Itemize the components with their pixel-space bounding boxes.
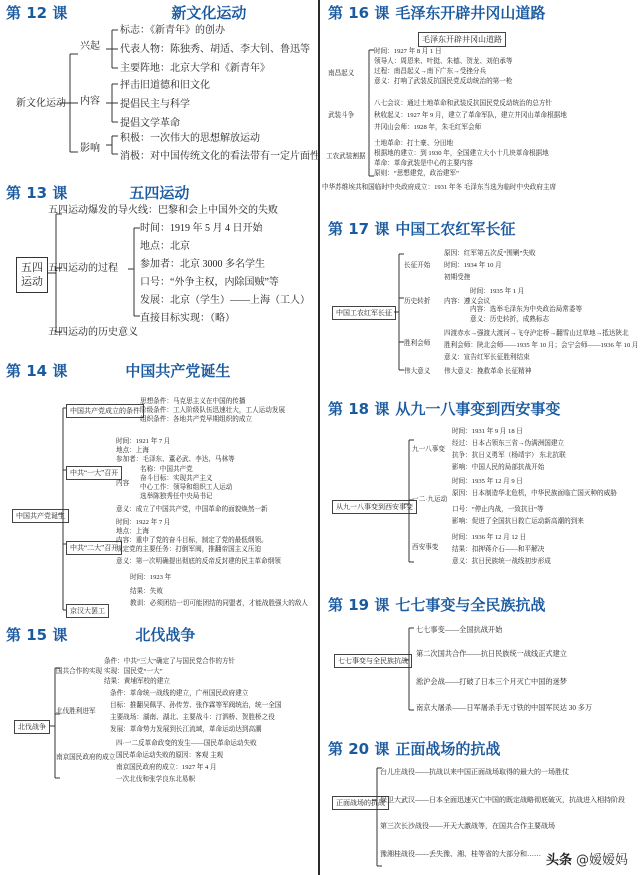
lesson-name: 从九一八事变到西安事变 (395, 400, 561, 418)
leaf-text: 教训：必须团结一切可能团结的同盟者，才能战胜强大的敌人 (130, 600, 309, 607)
category-label: 历史转折 (404, 298, 431, 305)
mindmap-root: 正面战场的抗战 (332, 796, 389, 810)
lesson-18-title (328, 398, 560, 419)
lesson-number: 第 17 课 (328, 220, 390, 238)
branch-label: 兴起 (80, 41, 100, 52)
leaf-text: 保卫大武汉——日本全面迅速灭亡中国的既定战略彻底破灭，抗战进入相持阶段 (380, 796, 625, 804)
leaf-text: 思想条件：马克思主义在中国的传播 (140, 398, 246, 405)
category-box: 京汉大罢工 (66, 604, 109, 618)
category-label: 北伐胜利进军 (56, 708, 96, 715)
lesson-20-title (328, 738, 500, 759)
leaf-text: 淞沪会战——打破了日本三个月灭亡中国的迷梦 (416, 678, 567, 686)
category-label: 九一八事变 (412, 446, 445, 453)
mindmap-bracket (404, 624, 414, 714)
mindmap-root: 新文化运动 (16, 98, 66, 109)
leaf-text: 领导人：周恩来、叶挺、朱德、贺龙、刘伯承等 (374, 58, 513, 65)
leaf-text: 时间：1921 年 7 月 (116, 438, 171, 445)
leaf-text: 伟大意义：挽救革命 长征精神 (444, 368, 532, 375)
mindmap-root: 中国工农红军长征 (332, 306, 396, 320)
leaf-text: 四·一二反革命政变的发生——国民革命运动失败 (116, 740, 257, 747)
leaf-text: 内容 (116, 480, 130, 487)
category-label: 胜利会师 (404, 340, 431, 347)
leaf-text: 意义：抗日民族统一战线初步形成 (452, 558, 551, 565)
leaf-text: 七七事变——全国抗战开始 (416, 626, 503, 634)
lesson-number: 第 14 课 (6, 362, 68, 380)
leaf-text: 地点：上海 (116, 528, 149, 535)
category-label: 南京国民政府的成立 (56, 754, 116, 761)
leaf-text: 参加者：北京 3000 多名学生 (140, 259, 265, 270)
leaf-text: 根据地的建立：到 1930 年，全国建立大小十几块革命根据地 (374, 150, 549, 157)
leaf-text: 直接目标实现：（略） (140, 313, 235, 324)
leaf-text: 地点：北京 (140, 241, 190, 252)
lesson-12-title (6, 2, 246, 23)
leaf-text: 主要阵地：北京大学和《新青年》 (120, 63, 270, 74)
leaf-text: 一次北伐和张学良东北易帜 (116, 776, 196, 783)
lesson-name: 北伐战争 (135, 626, 196, 644)
branch-label: 五四运动爆发的导火线：巴黎和会上中国外交的失败 (48, 205, 278, 216)
leaf-text: 南京大屠杀——日军屠杀手无寸铁的中国军民达 30 多万 (416, 704, 593, 712)
leaf-text: 影响：促进了全国抗日救亡运动新高潮的到来 (452, 518, 584, 525)
leaf-text: 内容：重申了党的奋斗目标，制定了党的最低纲领。 (116, 537, 268, 544)
category-box: 中共“二大”召开 (66, 541, 122, 555)
lesson-name: 毛泽东开辟井冈山道路 (395, 4, 546, 22)
leaf-text: 台儿庄战役——抗战以来中国正面战场取得的最大的一场胜仗 (380, 768, 569, 776)
leaf-text: 目标：推翻吴佩孚、孙传芳、张作霖等军阀统治，统一全国 (110, 702, 282, 709)
leaf-text: 条件：革命统一战线的建立，广州国民政府建立 (110, 690, 249, 697)
leaf-text: 时间：1922 年 7 月 (116, 519, 171, 526)
category-label: 武装斗争 (328, 112, 355, 119)
leaf-text: 实现：国民党“一大” (104, 668, 163, 675)
category-box: 中国共产党成立的条件 (66, 404, 144, 418)
lesson-14-title (6, 360, 230, 381)
mindmap-bracket (106, 26, 120, 72)
lesson-number: 第 16 课 (328, 4, 390, 22)
lesson-15-title (6, 624, 195, 645)
leaf-text: 南京国民政府的成立：1927 年 4 月 (116, 764, 217, 771)
leaf-text: 时间：1935 年 12 月 9 日 (452, 478, 523, 485)
leaf-text: 革命：革命武装是中心的主要内容 (374, 160, 473, 167)
leaf-text: 发展：革命势力发展到长江流域，革命运动达到高潮 (110, 726, 262, 733)
leaf-text: 意义：宣告红军长征胜利结束 (444, 354, 530, 361)
leaf-text: 原因：日本制造华北危机，中华民族面临亡国灭种的威胁 (452, 490, 617, 497)
mindmap-root: 七七事变与全民族抗战 (334, 654, 412, 668)
watermark (542, 848, 632, 869)
leaf-text: 原则：“思想建党，政治建军” (374, 170, 459, 177)
leaf-text: 结果：黄埔军校的建立 (104, 678, 170, 685)
mindmap-bracket (106, 132, 120, 158)
leaf-text: 地点：上海 (116, 447, 149, 454)
leaf-text: 结果：扣押蒋介石——和平解决 (452, 546, 545, 553)
watermark-platform: 头条 (545, 853, 572, 868)
leaf-text: 胜利会师：陕北会师——1935 年 10 月；会宁会师——1936 年 10 月 (444, 342, 639, 349)
mindmap-bracket (50, 664, 60, 782)
mindmap-bracket (58, 404, 68, 614)
lesson-name: 中国工农红军长征 (395, 220, 516, 238)
leaf-text: 时间：1936 年 12 月 12 日 (452, 534, 527, 541)
lesson-number: 第 12 课 (6, 4, 68, 22)
leaf-text: 时间：1934 年 10 月 (444, 262, 502, 269)
leaf-text: 条件：中共“三大”确定了与国民党合作的方针 (104, 658, 236, 665)
leaf-text: 标志：《新青年》的创办 (120, 25, 225, 36)
leaf-text: 抗争：抗日义勇军（杨靖宇） 东北抗联 (452, 452, 566, 459)
leaf-text: 口号：“停止内战，一致抗日”等 (452, 506, 544, 513)
category-label: 南昌起义 (328, 70, 355, 77)
lesson-16-title (328, 2, 545, 23)
leaf-text: 阶级条件：工人阶级队伍迅速壮大，工人运动发展 (140, 407, 286, 414)
lesson-name: 中国共产党诞生 (125, 362, 231, 380)
mindmap-bracket (60, 48, 80, 158)
leaf-text: 第三次长沙战役——开天大激战等，在国共合作主要战场 (380, 822, 555, 830)
leaf-text: 奋斗目标：实现共产主义 (140, 475, 213, 482)
leaf-text: 意义：成立了中国共产党，中国革命的面貌焕然一新 (116, 506, 268, 513)
leaf-text: 井冈山会师：1928 年，朱毛红军会师 (374, 124, 482, 131)
leaf-text: 参加者：毛泽东、董必武、李达、马林等 (116, 456, 235, 463)
leaf-text: 时间：1935 年 1 月 (470, 288, 525, 295)
leaf-text: 八七会议：通过土地革命和武装反抗国民党反动统治的总方针 (374, 100, 553, 107)
lesson-number: 第 15 课 (6, 626, 68, 644)
leaf-text: 选举陈独秀任中央局书记 (140, 493, 213, 500)
category-label: 伟大意义 (404, 368, 431, 375)
lesson-name: 七七事变与全民族抗战 (395, 596, 546, 614)
lesson-13-title (6, 182, 189, 203)
watermark-author: @嫒嫒妈 (575, 853, 628, 868)
leaf-text: 口号：“外争主权，内除国贼”等 (140, 277, 279, 288)
leaf-text: 名称：中国共产党 (140, 466, 193, 473)
mindmap-bracket (394, 250, 404, 374)
category-label: 西安事变 (412, 544, 439, 551)
leaf-text: 规定党的主要任务：打倒军阀，推翻帝国主义压迫 (116, 546, 262, 553)
column-divider (318, 0, 320, 875)
lesson-name: 新文化运动 (171, 4, 247, 22)
mindmap-root: 从九一八事变到西安事变 (332, 500, 417, 514)
category-label: 长征开始 (404, 262, 431, 269)
mindmap-root: 五四 运动 (16, 257, 48, 293)
lesson-number: 第 18 课 (328, 400, 390, 418)
category-label: 工农武装割据 (326, 153, 366, 160)
leaf-text: 内容：遵义会议 (444, 298, 491, 305)
leaf-text: 内容：选举毛泽东为中央政治局常委等 (470, 306, 583, 313)
leaf-text: 时间：1927 年 8 月 1 日 (374, 48, 442, 55)
leaf-text: 原因：红军第五次反“围剿”失败 (444, 250, 536, 257)
leaf-text: 国民革命运动失败的原因：客观 主观 (116, 752, 224, 759)
mindmap-root: 北伐战争 (14, 720, 50, 734)
leaf-text: 豫湘桂战役——丢失豫、湘、桂等省的大部分和…… (380, 850, 541, 858)
mindmap-bracket (364, 46, 374, 180)
lesson-number: 第 20 课 (328, 740, 390, 758)
leaf-text: 积极：一次伟大的思想解放运动 (120, 133, 260, 144)
lesson-name: 五四运动 (129, 184, 190, 202)
leaf-text: 时间：1931 年 9 月 18 日 (452, 428, 523, 435)
leaf-text: 主要战场：湖南、湖北、主要战斗：汀泗桥、贺胜桥之役 (110, 714, 275, 721)
leaf-text: 消极：对中国传统文化的看法带有一定片面性 (120, 151, 320, 162)
leaf-text: 结果：失败 (130, 588, 163, 595)
leaf-text: 组织条件：各地共产党早期组织的成立 (140, 416, 253, 423)
leaf-text: 四渡赤水→强渡大渡河→飞夺泸定桥→翻雪山过草地→抵达陕北 (444, 330, 629, 337)
category-label: 国共合作的实现 (56, 668, 103, 675)
leaf-text: 意义：历史转折，成熟标志 (470, 316, 550, 323)
leaf-text: 发展：北京（学生）——上海（工人） (140, 295, 310, 306)
mindmap-bracket (106, 80, 120, 126)
lesson-number: 第 19 课 (328, 596, 390, 614)
mindmap-root: 中国共产党诞生 (12, 509, 69, 523)
category-box: 中共“一大”召开 (66, 466, 122, 480)
leaf-text: 意义：打响了武装反抗国民党反动统治的第一枪 (374, 78, 513, 85)
leaf-text: 土地革命：打土豪、分田地 (374, 140, 454, 147)
lesson-16-footer: 中华苏维埃共和国临时中央政府成立：1931 年冬 毛泽东当选为临时中央政府主席 (322, 184, 557, 191)
leaf-text: 中心工作：领导和组织工人运动 (140, 484, 233, 491)
branch-label: 影响 (80, 143, 100, 154)
leaf-text: 时间：1923 年 (130, 574, 172, 581)
lesson-name: 正面战场的抗战 (395, 740, 501, 758)
lesson-17-title (328, 218, 515, 239)
leaf-text: 时间：1919 年 5 月 4 日开始 (140, 223, 263, 234)
leaf-text: 代表人物：陈独秀、胡适、李大钊、鲁迅等 (120, 44, 310, 55)
branch-label: 内容 (80, 96, 100, 107)
leaf-text: 抨击旧道德和旧文化 (120, 80, 210, 91)
leaf-text: 提倡民主与科学 (120, 99, 190, 110)
branch-label: 五四运动的历史意义 (48, 327, 138, 338)
leaf-text: 初期受挫 (444, 274, 471, 281)
category-label: 一二·九运动 (412, 496, 448, 503)
leaf-text: 影响：中国人民的局部抗战开始 (452, 464, 545, 471)
leaf-text: 秋收起义：1927 年 9 月，建立了革命军队，建立井冈山革命根据地 (374, 112, 567, 119)
leaf-text: 过程：南昌起义→南下广东→受挫分兵 (374, 68, 487, 75)
lesson-19-title (328, 594, 545, 615)
leaf-text: 经过：日本占领东三省→伪满洲国建立 (452, 440, 565, 447)
leaf-text: 意义：第一次明确提出彻底的反帝反封建的民主革命纲领 (116, 558, 281, 565)
leaf-text: 提倡文学革命 (120, 118, 180, 129)
lesson-number: 第 13 课 (6, 184, 68, 202)
lesson-16-box: 毛泽东开辟井冈山道路 (418, 32, 506, 47)
leaf-text: 第二次国共合作——抗日民族统一战线正式建立 (416, 650, 567, 658)
branch-label: 五四运动的过程 (48, 263, 118, 274)
